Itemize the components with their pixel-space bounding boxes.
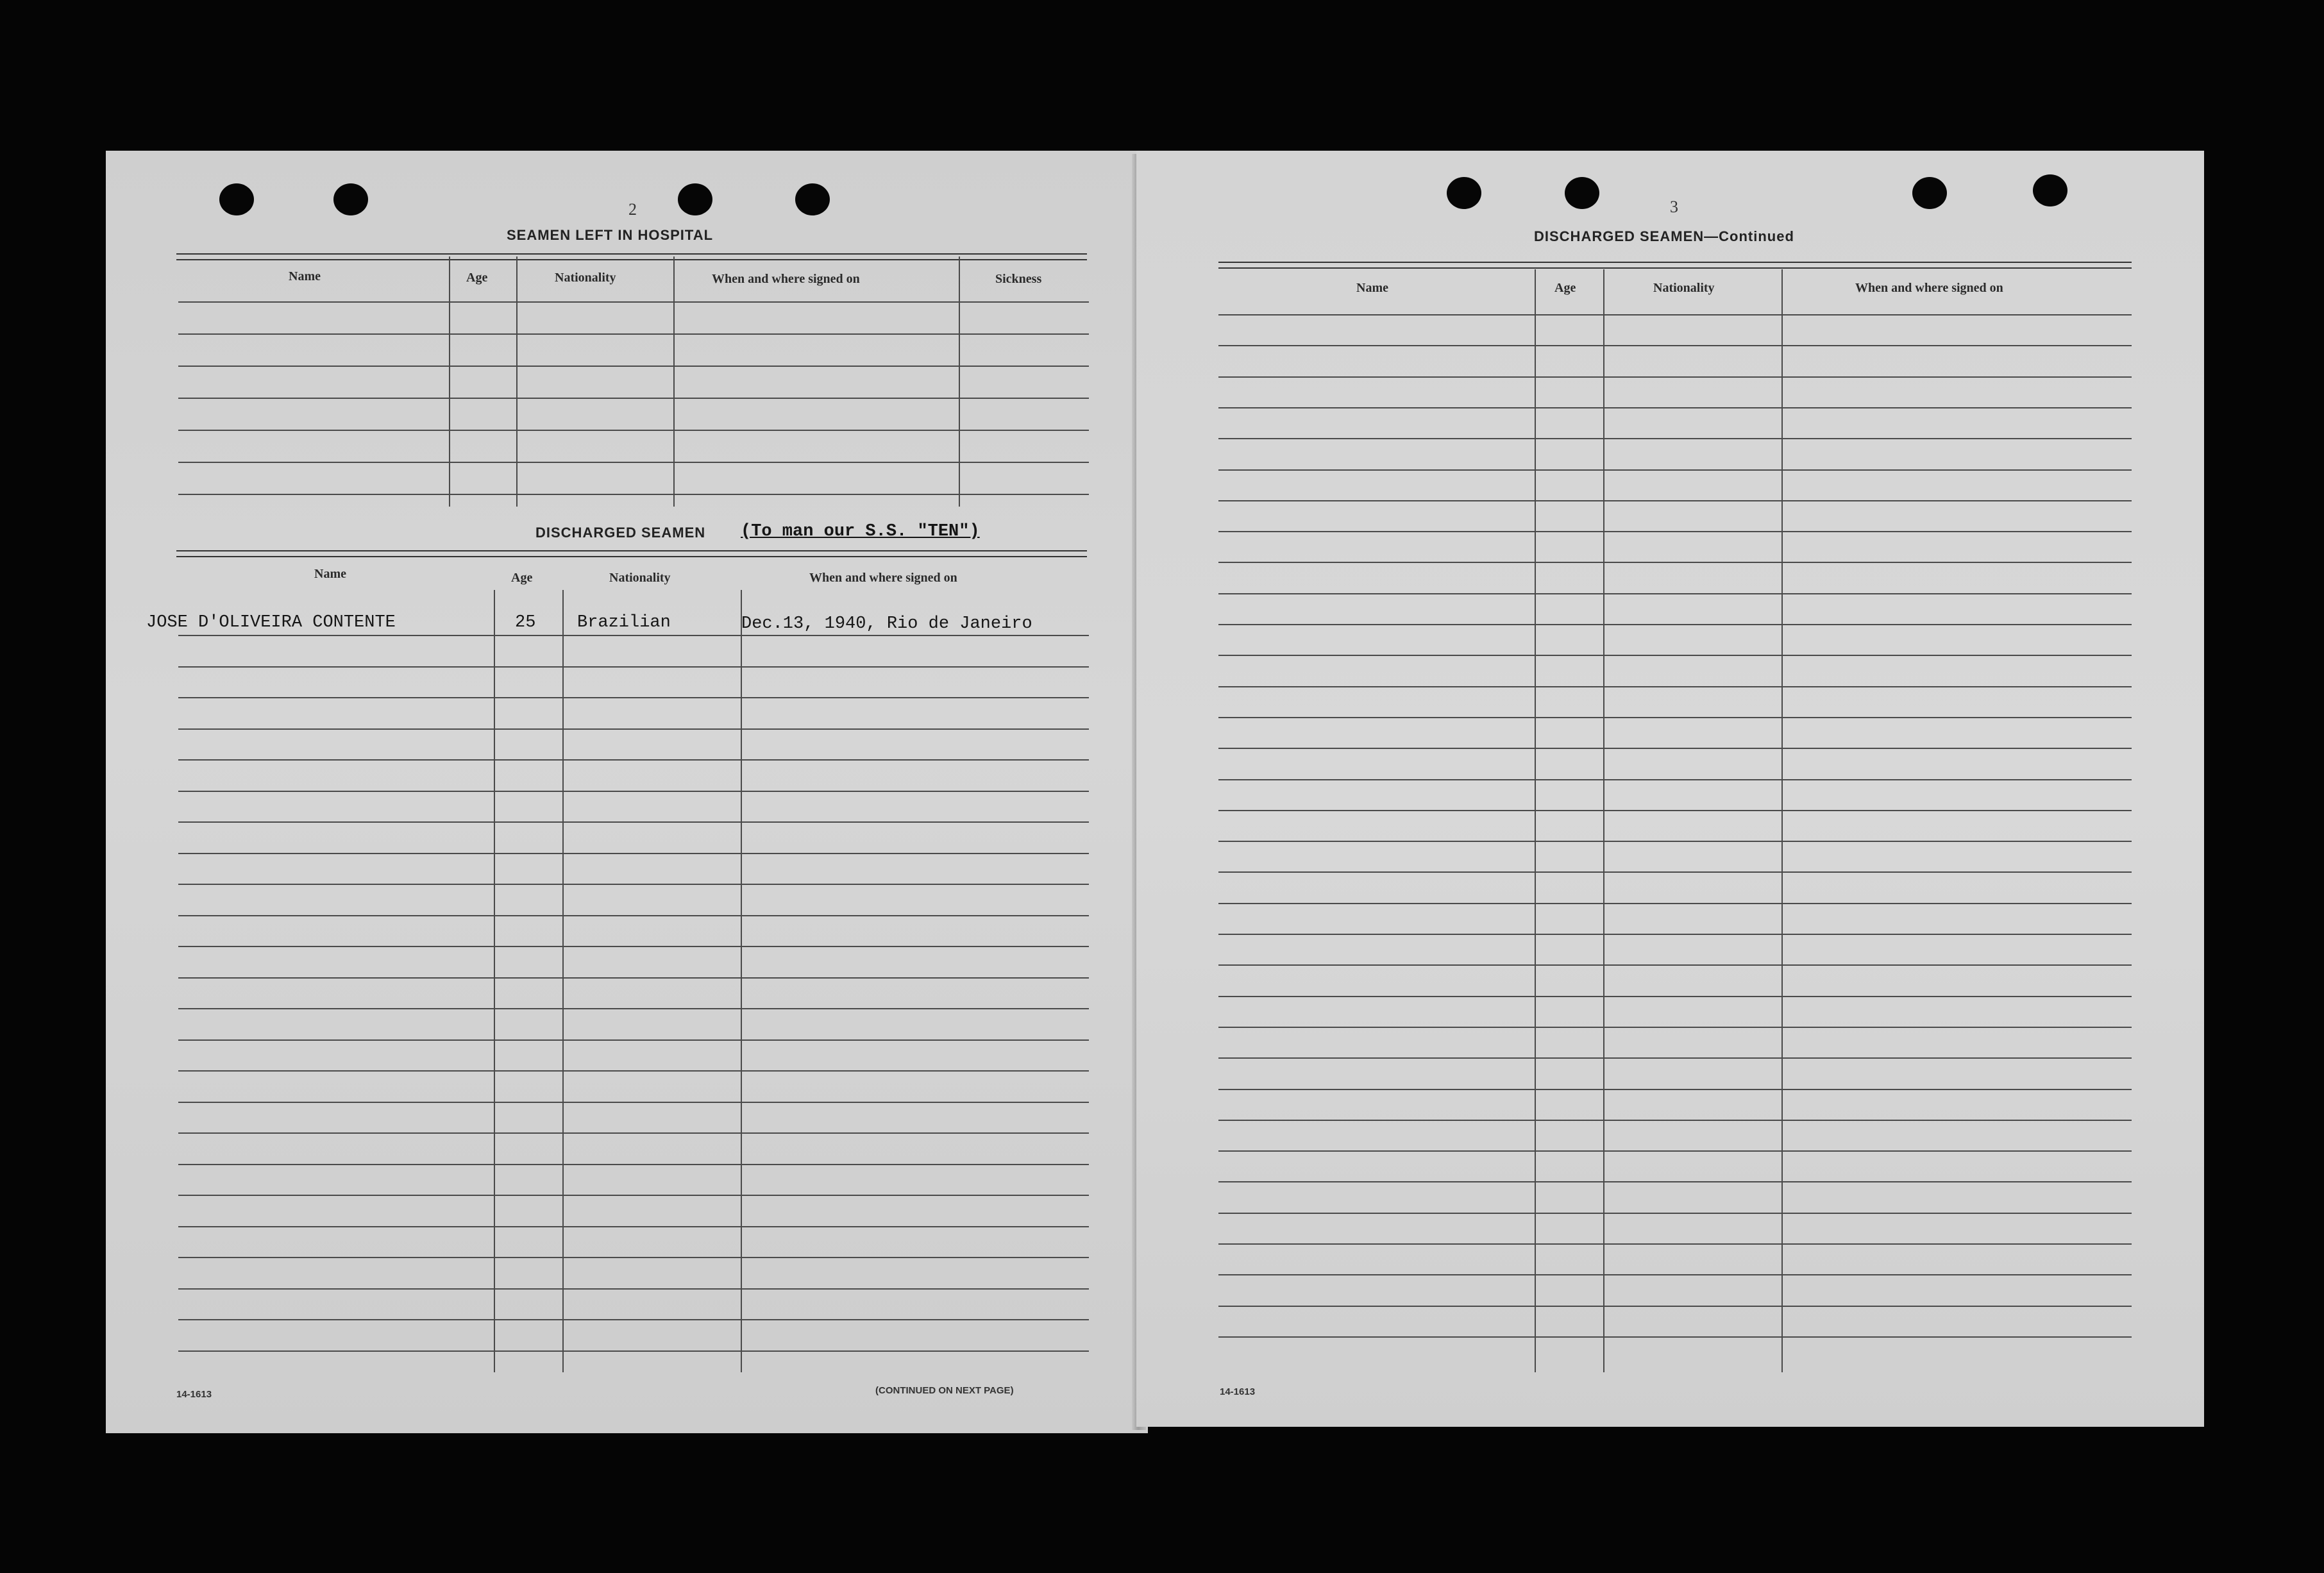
punch-hole [333, 183, 368, 215]
ruled-line [178, 915, 1089, 916]
left-page [106, 151, 1148, 1433]
seaman-age: 25 [515, 613, 536, 632]
column-divider [673, 257, 675, 507]
ruled-line [1218, 1120, 2132, 1121]
punch-hole [1912, 177, 1947, 209]
discharged-col-nationality: Nationality [609, 571, 671, 585]
ruled-line [1218, 1027, 2132, 1028]
hospital-col-nationality: Nationality [555, 271, 616, 285]
ruled-line [1218, 686, 2132, 687]
ruled-line [178, 1226, 1089, 1227]
ruled-line [178, 1132, 1089, 1134]
ruled-line [178, 666, 1089, 668]
continued-col-age: Age [1554, 281, 1576, 295]
discharged-section-title: DISCHARGED SEAMEN [535, 525, 706, 541]
ruled-line [1218, 1213, 2132, 1214]
ruled-line [1218, 1306, 2132, 1307]
ruled-line [1218, 903, 2132, 904]
ruled-line [178, 430, 1089, 431]
continued-col-name: Name [1356, 281, 1388, 295]
column-divider [741, 590, 742, 1372]
discharged-col-signed-on: When and where signed on [809, 571, 957, 585]
punch-hole [2033, 174, 2067, 206]
punch-hole [795, 183, 830, 215]
ruled-line [178, 759, 1089, 761]
seaman-name: JOSE D'OLIVEIRA CONTENTE [146, 613, 396, 632]
ruled-line [178, 1257, 1089, 1258]
continued-header-rule [1218, 262, 2132, 269]
ruled-line [1218, 841, 2132, 842]
ruled-line [1218, 624, 2132, 625]
form-number: 14-1613 [1220, 1386, 1256, 1397]
ruled-line [178, 946, 1089, 947]
punch-hole [219, 183, 254, 215]
ruled-line [178, 1288, 1089, 1290]
ruled-line [1218, 1181, 2132, 1182]
discharged-col-name: Name [314, 567, 346, 581]
ruled-line [1218, 1150, 2132, 1152]
hospital-col-age: Age [466, 271, 488, 285]
ruled-line [1218, 593, 2132, 594]
ruled-line [1218, 810, 2132, 811]
column-divider [494, 590, 495, 1372]
ruled-line [178, 398, 1089, 399]
column-divider [1781, 269, 1783, 1372]
ruled-line [178, 697, 1089, 698]
ruled-line [178, 301, 1089, 303]
ruled-line [178, 1039, 1089, 1041]
ruled-line [1218, 996, 2132, 997]
column-divider [1603, 269, 1604, 1372]
punch-hole [1447, 177, 1481, 209]
continued-section-title: DISCHARGED SEAMEN—Continued [1534, 228, 1794, 244]
ruled-line [1218, 314, 2132, 315]
continued-note: (CONTINUED ON NEXT PAGE) [875, 1385, 1014, 1396]
form-number: 14-1613 [176, 1389, 212, 1400]
ruled-line [178, 791, 1089, 792]
ruled-line [178, 366, 1089, 367]
ruled-line [1218, 655, 2132, 656]
punch-hole [678, 183, 712, 215]
hospital-col-name: Name [289, 269, 321, 283]
column-divider [562, 590, 564, 1372]
continued-col-signed-on: When and where signed on [1855, 281, 2003, 295]
ruled-line [178, 728, 1089, 730]
discharged-header-rule [176, 550, 1087, 557]
seaman-nationality: Brazilian [577, 613, 671, 632]
ruled-line [1218, 779, 2132, 780]
ruled-line [178, 1195, 1089, 1196]
ruled-line [1218, 407, 2132, 408]
ruled-line [178, 1350, 1089, 1352]
ruled-line [1218, 717, 2132, 718]
ruled-line [178, 1102, 1089, 1103]
ruled-line [1218, 376, 2132, 378]
ruled-line [178, 1164, 1089, 1165]
punch-hole [1565, 177, 1599, 209]
discharged-col-age: Age [511, 571, 533, 585]
column-divider [959, 257, 960, 507]
ruled-line [178, 1319, 1089, 1320]
ruled-line [1218, 934, 2132, 935]
page-number: 3 [1670, 198, 1678, 216]
hospital-header-rule [176, 253, 1087, 260]
ruled-line [1218, 871, 2132, 873]
ruled-line [1218, 469, 2132, 471]
ruled-line [1218, 1243, 2132, 1245]
ruled-line [1218, 1057, 2132, 1059]
ruled-line [178, 635, 1089, 636]
ruled-line [1218, 1274, 2132, 1275]
ruled-line [178, 494, 1089, 495]
ruled-line [178, 333, 1089, 335]
ruled-line [1218, 1336, 2132, 1338]
page-number: 2 [628, 200, 637, 219]
hospital-col-signed-on: When and where signed on [712, 272, 860, 286]
ruled-line [1218, 531, 2132, 532]
hospital-col-sickness: Sickness [995, 272, 1042, 286]
continued-col-nationality: Nationality [1653, 281, 1715, 295]
ruled-line [1218, 964, 2132, 966]
seaman-signed-on: Dec.13, 1940, Rio de Janeiro [741, 614, 1032, 634]
ruled-line [178, 884, 1089, 885]
right-page [1136, 151, 2204, 1427]
column-divider [516, 257, 518, 507]
ruled-line [178, 462, 1089, 463]
ruled-line [178, 1008, 1089, 1009]
discharged-section-note: (To man our S.S. "TEN") [741, 522, 980, 541]
column-divider [449, 257, 450, 507]
ruled-line [1218, 562, 2132, 563]
ruled-line [1218, 500, 2132, 501]
ruled-line [178, 1070, 1089, 1072]
ruled-line [1218, 438, 2132, 439]
ruled-line [1218, 748, 2132, 749]
ruled-line [1218, 345, 2132, 346]
ruled-line [178, 821, 1089, 823]
ruled-line [178, 853, 1089, 854]
ruled-line [1218, 1089, 2132, 1090]
ruled-line [178, 977, 1089, 979]
hospital-section-title: SEAMEN LEFT IN HOSPITAL [507, 227, 714, 243]
column-divider [1535, 269, 1536, 1372]
